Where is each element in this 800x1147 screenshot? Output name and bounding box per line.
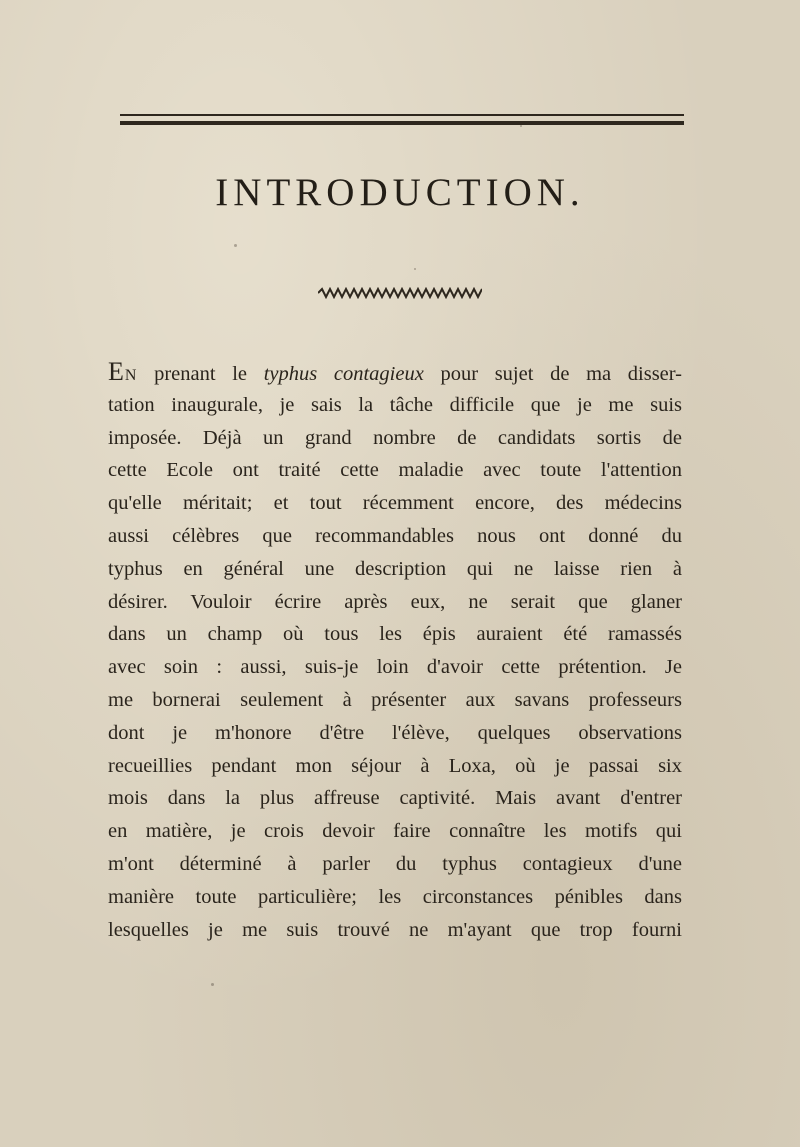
body-line: lesquelles je me suis trouvé ne m'ayant que trop fourni xyxy=(108,918,682,941)
body-line: qu'elle méritait; et tout récemment encore, des médecins xyxy=(108,492,682,515)
body-line: me bornerai seulement à présenter aux savans professeurs xyxy=(108,688,682,711)
body-line: dans un champ où tous les épis auraient été ramassés xyxy=(108,623,682,646)
ornamental-squiggle-divider xyxy=(318,287,482,299)
italic-term: typhus contagieux xyxy=(263,363,424,385)
body-line: tation inaugurale, je sais la tâche difficile que je me suis xyxy=(108,393,682,416)
body-line: désirer. Vouloir écrire après eux, ne serait que glaner xyxy=(108,590,682,613)
body-line: manière toute particulière; les circonstances pénibles dans xyxy=(108,885,682,908)
paper-speck xyxy=(520,125,522,127)
body-text-segment: prenant le xyxy=(137,363,264,385)
paper-speck xyxy=(414,268,416,270)
drop-cap: E xyxy=(108,357,125,386)
small-cap: N xyxy=(124,367,138,384)
body-line: dont je m'honore d'être l'élève, quelques observations xyxy=(108,721,682,744)
body-line-first xyxy=(108,356,682,389)
body-line: imposée. Déjà un grand nombre de candidats sortis de xyxy=(108,426,682,449)
body-paragraph xyxy=(108,356,682,946)
body-line: avec soin : aussi, suis-je loin d'avoir cette prétention. Je xyxy=(108,656,682,679)
body-line: aussi célèbres que recommandables nous ont donné du xyxy=(108,524,682,547)
body-line: recueillies pendant mon séjour à Loxa, où je passai six xyxy=(108,754,682,777)
paper-speck xyxy=(211,983,214,986)
body-line: en matière, je crois devoir faire connaître les motifs qui xyxy=(108,820,682,843)
body-line: typhus en général une description qui ne laisse rien à xyxy=(108,557,682,580)
body-line: m'ont déterminé à parler du typhus contagieux d'une xyxy=(108,852,682,875)
page-title: INTRODUCTION. xyxy=(215,171,585,214)
paper-speck xyxy=(234,244,237,247)
body-text-segment: pour sujet de ma disser- xyxy=(423,363,683,385)
body-line: cette Ecole ont traité cette maladie avec toute l'attention xyxy=(108,459,682,482)
body-line: mois dans la plus affreuse captivité. Mais avant d'entrer xyxy=(108,787,682,810)
header-double-rule xyxy=(120,114,684,130)
